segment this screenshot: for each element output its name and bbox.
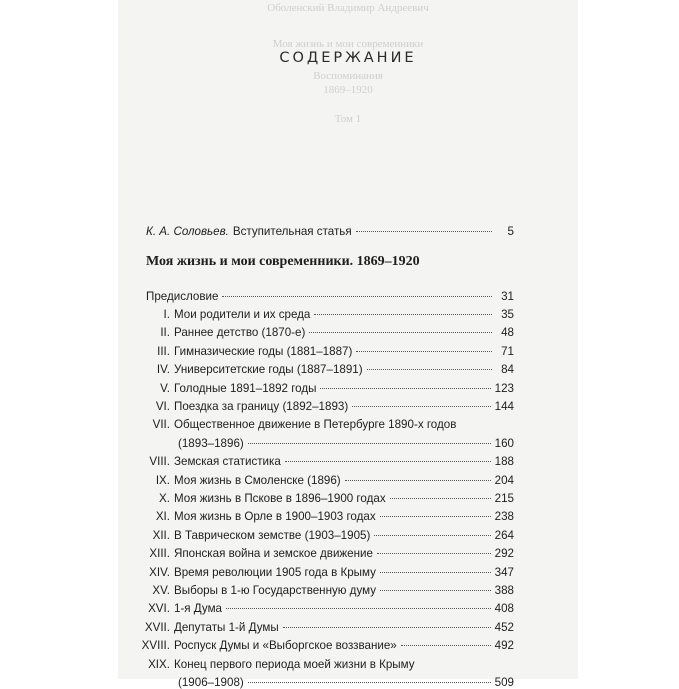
leader-dots	[248, 443, 491, 444]
chapter-entry[interactable]	[118, 382, 514, 395]
chapter-title: Мои родители и их среда	[174, 308, 311, 321]
chapter-entry[interactable]	[118, 418, 514, 431]
chapter-number: VI.	[155, 400, 170, 413]
chapter-title: В Таврическом земстве (1903–1905)	[174, 528, 371, 542]
leader-dots	[283, 627, 491, 628]
intro-author: К. А. Соловьев.	[146, 225, 229, 238]
leader-dots	[248, 682, 491, 683]
chapter-number: I.	[163, 308, 170, 321]
chapter-title: Голодные 1891–1892 годы	[174, 381, 317, 395]
chapter-entry[interactable]	[118, 308, 514, 321]
page-number: 5	[507, 225, 514, 238]
show-through-line-2: Моя жизнь и мои современники	[272, 38, 424, 50]
leader-dots	[356, 231, 492, 232]
page-number: 123	[494, 381, 514, 395]
page-number: 408	[494, 602, 514, 616]
chapter-title: Депутаты 1-й Думы	[174, 620, 279, 634]
page-number: 388	[494, 584, 514, 597]
chapter-entry[interactable]	[118, 602, 514, 615]
chapter-number: VIII.	[149, 455, 170, 469]
leader-dots	[380, 516, 491, 517]
chapter-title: Роспуск Думы и «Выборгское воззвание»	[174, 639, 397, 653]
leader-dots	[226, 608, 491, 609]
chapter-title: Моя жизнь в Орле в 1900–1903 годах	[174, 510, 376, 524]
chapter-title: Конец первого периода моей жизни в Крыму	[174, 657, 415, 671]
page-number: 48	[501, 326, 514, 340]
chapter-title: Выборы в 1-ю Государственную думу	[174, 584, 377, 597]
chapter-entry[interactable]	[118, 345, 514, 358]
page-number: 264	[494, 528, 514, 542]
chapter-entry[interactable]	[118, 529, 514, 542]
leader-dots	[380, 572, 491, 573]
chapter-title: Земская статистика	[174, 455, 281, 469]
leader-dots	[374, 535, 490, 536]
leader-dots	[222, 296, 492, 297]
chapter-entry[interactable]	[118, 326, 514, 339]
chapter-number: XIV.	[149, 565, 170, 579]
chapter-title: Японская война и земское движение	[174, 547, 373, 561]
show-through-line-3: Воспоминания	[313, 70, 383, 82]
chapter-entry-continuation[interactable]	[178, 676, 514, 689]
leader-dots	[314, 314, 492, 315]
chapter-number: II.	[160, 326, 170, 340]
chapter-number: VII.	[152, 418, 170, 432]
chapter-number: IV.	[156, 363, 170, 377]
leader-dots	[377, 553, 491, 554]
chapter-title-continuation: (1893–1896)	[178, 436, 244, 450]
leader-dots	[285, 461, 491, 462]
contents-heading: СОДЕРЖАНИЕ	[279, 50, 417, 66]
preface-entry[interactable]	[146, 290, 514, 303]
chapter-number: XIII.	[149, 547, 170, 561]
page-number: 84	[501, 363, 514, 377]
page-number: 492	[494, 639, 514, 653]
intro-entry[interactable]	[146, 225, 514, 238]
chapter-entry[interactable]	[118, 474, 514, 487]
chapter-number: XVII.	[144, 620, 170, 634]
page-number: 31	[501, 290, 514, 303]
chapter-title: Моя жизнь в Смоленске (1896)	[174, 473, 341, 487]
chapter-title: 1-я Дума	[174, 602, 222, 616]
show-through-line-1: Оболенский Владимир Андреевич	[267, 2, 429, 14]
page-number: 160	[494, 436, 514, 450]
chapter-entry[interactable]	[118, 492, 514, 505]
chapter-number: XI.	[155, 510, 170, 524]
show-through-line-5: Том 1	[334, 113, 362, 125]
chapter-number: XVI.	[148, 602, 170, 616]
chapter-number: IX.	[155, 473, 170, 487]
chapter-title: Общественное движение в Петербурге 1890-х годов	[174, 418, 457, 432]
chapter-number: III.	[157, 344, 170, 358]
page-number: 215	[494, 492, 514, 505]
page-number: 71	[501, 344, 514, 358]
intro-title: Вступительная статья	[232, 225, 352, 238]
chapter-number: XIX.	[148, 657, 170, 671]
leader-dots	[401, 645, 491, 646]
show-through-line-4: 1869–1920	[323, 84, 373, 96]
chapter-entry[interactable]	[118, 400, 514, 413]
chapter-entry[interactable]	[118, 658, 514, 671]
chapter-number: XV.	[152, 584, 170, 597]
chapter-number: X.	[159, 492, 170, 505]
chapter-title: Раннее детство (1870-е)	[174, 326, 306, 340]
chapter-entry[interactable]	[118, 621, 514, 634]
chapter-number: XVIII.	[141, 639, 170, 653]
leader-dots	[356, 351, 492, 352]
leader-dots	[320, 388, 490, 389]
page-number: 238	[494, 510, 514, 524]
chapter-number: XII.	[152, 528, 170, 542]
leader-dots	[345, 480, 491, 481]
leader-dots	[309, 332, 492, 333]
chapter-entry[interactable]	[118, 455, 514, 468]
chapter-title: Время революции 1905 года в Крыму	[174, 565, 376, 579]
chapter-entry[interactable]	[118, 639, 514, 652]
page-number: 188	[494, 455, 514, 469]
leader-dots	[390, 498, 491, 499]
page-number: 204	[494, 473, 514, 487]
preface-title: Предисловие	[146, 290, 219, 303]
chapter-entry[interactable]	[118, 584, 514, 597]
page-number: 509	[494, 676, 514, 689]
leader-dots	[352, 406, 490, 407]
chapter-number: V.	[160, 381, 170, 395]
page-number: 452	[494, 620, 514, 634]
chapter-entry[interactable]	[118, 510, 514, 523]
chapter-entry[interactable]	[118, 363, 514, 376]
page-number: 292	[494, 547, 514, 561]
chapter-entry-continuation[interactable]	[178, 437, 514, 450]
chapter-entry[interactable]	[118, 566, 514, 579]
chapter-title: Университетские годы (1887–1891)	[174, 363, 363, 377]
chapter-title: Моя жизнь в Пскове в 1896–1900 годах	[174, 492, 386, 505]
chapter-title-continuation: (1906–1908)	[178, 676, 244, 689]
leader-dots	[380, 590, 491, 591]
chapter-title: Поездка за границу (1892–1893)	[174, 400, 349, 413]
chapter-entry[interactable]	[118, 547, 514, 560]
page-number: 144	[494, 400, 514, 413]
section-title: Моя жизнь и мои современники. 1869–1920	[146, 254, 420, 269]
chapter-title: Гимназические годы (1881–1887)	[174, 344, 353, 358]
page-number: 347	[494, 565, 514, 579]
leader-dots	[367, 369, 492, 370]
page-number: 35	[501, 308, 514, 321]
